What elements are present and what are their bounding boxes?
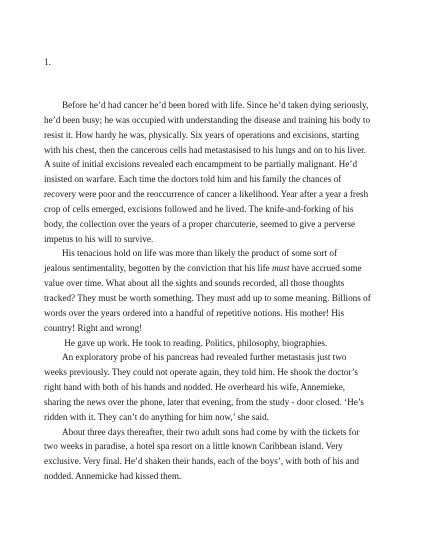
text-line: he’d been busy; he was occupied with understanding the disease and training his body to [44, 114, 371, 125]
text-line: with his chest, then the cancerous cells had metastasised to his lungs and on to his liver. [44, 144, 367, 155]
text-line: insisted on warfare. Each time the doctors told him and his family the chances of [44, 174, 342, 185]
text-line: His tenacious hold on life was more than likely the product of some sort of [62, 248, 338, 259]
text-segment: jealous sentimentality, begotten by the conviction that his life [44, 263, 270, 274]
text-line: Before he’d had cancer he’d been bored with life. Since he’d taken dying seriously, [62, 100, 369, 110]
text-line: recovery were poor and the reoccurrence of cancer a likelihood. Year after a year a fresh [44, 189, 369, 200]
paragraph-1 [44, 98, 380, 246]
text-line: ridden with it. They can’t do anything for him now,’ she said. [44, 411, 269, 422]
body-text [44, 98, 380, 484]
text-line: nodded. Annemicke had kissed them. [44, 471, 182, 482]
text-line: value over time. What about all the sights and sounds recorded, all those thoughts [44, 278, 345, 289]
chapter-number: 1. [44, 57, 51, 67]
text-line: crop of cells emerged, excisions followed and he lived. The knife-and-forking of his [44, 203, 354, 214]
text-line: weeks previously. They could not operate again, they told him. He shook the doctor’s [44, 367, 358, 378]
text-line: An exploratory probe of his pancreas had revealed further metastasis just two [62, 352, 347, 363]
text-line: resist it. How hardy he was, physically. Six years of operations and excisions, starting [44, 129, 360, 140]
text-line: He gave up work. He took to reading. Politics, philosophy, biographies. [62, 337, 328, 348]
paragraph-4 [44, 350, 380, 424]
text-line: country! Right and wrong! [44, 322, 143, 333]
text-line: two weeks in paradise, a hotel spa resort on a little known Caribbean island. Very [44, 441, 343, 452]
text-line: A suite of initial excisions revealed each encampment to be partially malignant. He’d [44, 159, 358, 170]
text-line: words over the years ordered into a handful of repetitive notions. His mother! His [44, 307, 345, 318]
text-line: body, the collection over the years of a proper charcuterie, seemed to give a perverse [44, 218, 356, 229]
text-line: About three days thereafter, their two adult sons had come by with the tickets for [62, 426, 360, 437]
text-line: impetus to his will to survive. [44, 233, 154, 244]
text-line: sharing the news over the phone, later that evening, from the study - door closed. ‘He’s [44, 396, 364, 407]
text-segment: have accrued some [289, 263, 362, 274]
paragraph-3 [44, 336, 380, 351]
text-line: exclusive. Very final. He’d shaken their hands, each of the boys’, with both of his and [44, 456, 359, 467]
text-line: tracked? They must be worth something. They must add up to some meaning. Billions of [44, 292, 371, 303]
text-line: right hand with both of his hands and nodded. He overheard his wife, Annemieke, [44, 382, 346, 393]
emphasis-word: must [272, 263, 290, 274]
paragraph-5 [44, 425, 380, 484]
text-line-with-emphasis [44, 261, 380, 276]
paragraph-2 [44, 246, 380, 335]
